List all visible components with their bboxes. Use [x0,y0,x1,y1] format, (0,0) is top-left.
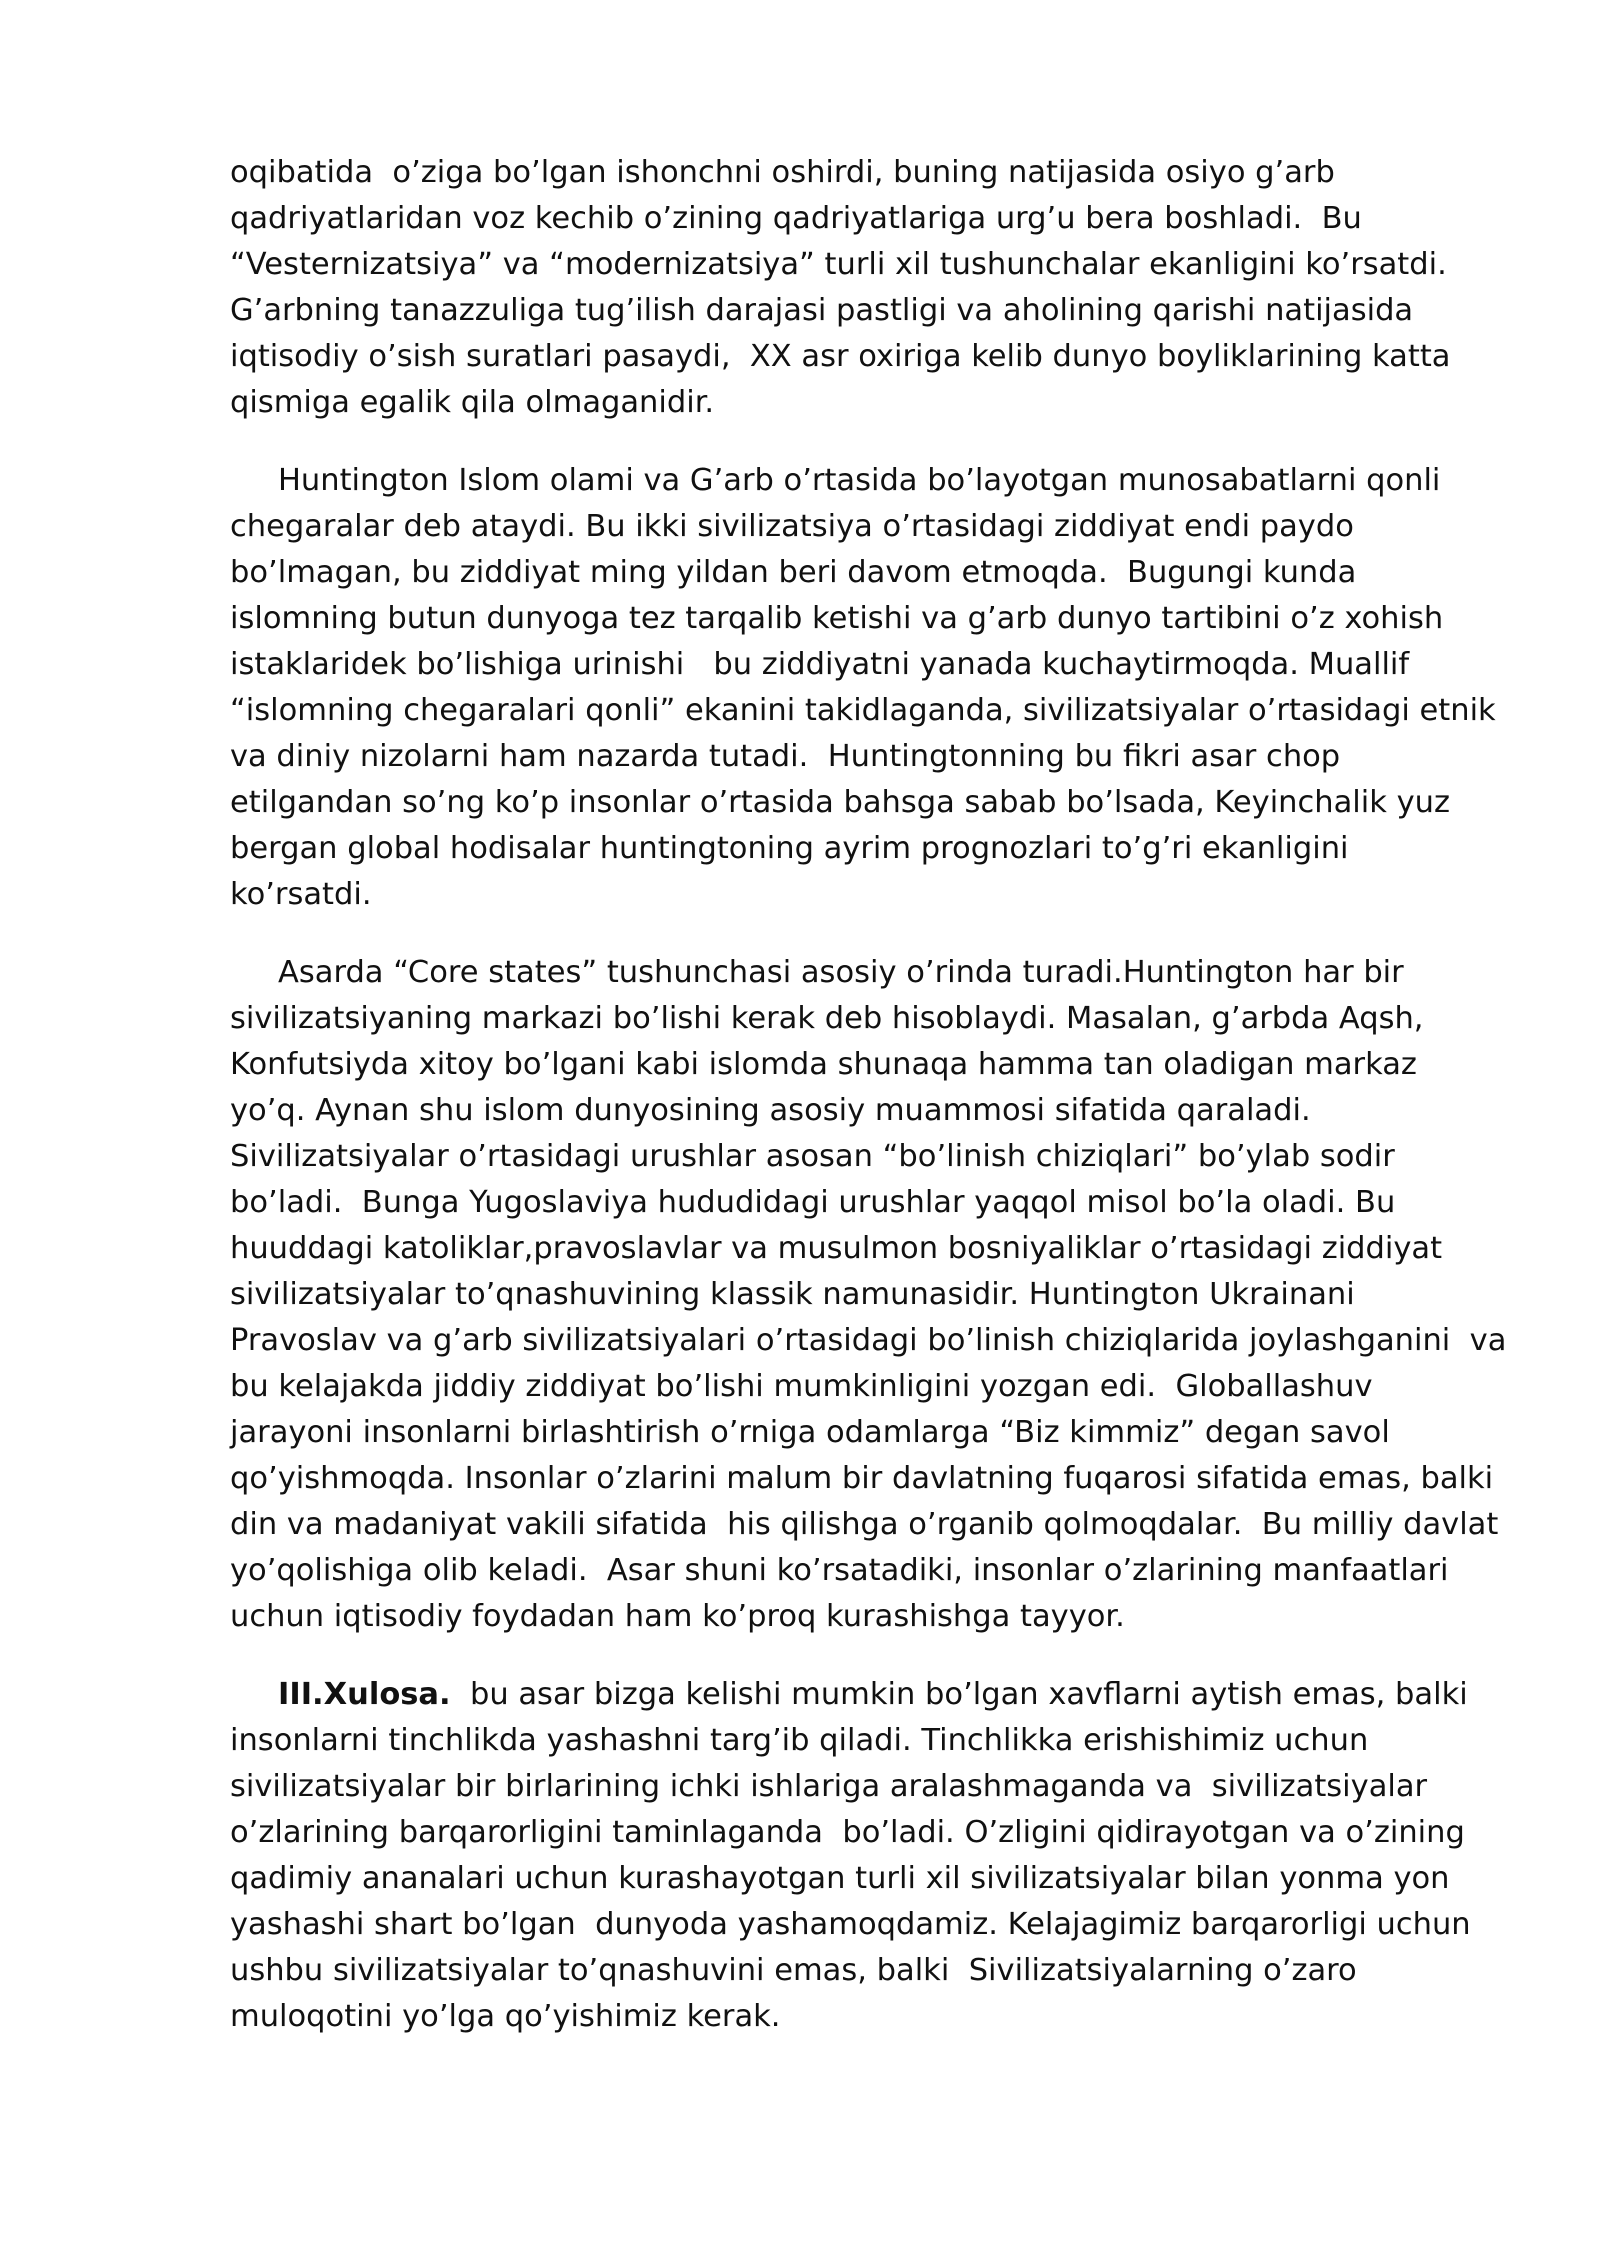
text-line: ushbu sivilizatsiyalar to’qnashuvini emas, balki Sivilizatsiyalarning o’zaro [230,1953,1357,1988]
text-line: chegaralar deb ataydi. Bu ikki sivilizatsiya o’rtasidagi ziddiyat endi paydo [230,509,1354,544]
text-line: ko’rsatdi. [230,877,372,912]
text-line-first [230,950,1500,996]
text-line: qadimiy ananalari uchun kurashayotgan turli xil sivilizatsiyalar bilan yonma yon [230,1861,1450,1896]
text-line: sivilizatsiyalar bir birlarining ichki ishlariga aralashmaganda va sivilizatsiyalar [230,1769,1428,1804]
text-line: islomning butun dunyoga tez tarqalib ketishi va g’arb dunyo tartibini o’z xohish [230,601,1444,636]
text-line: yashashi shart bo’lgan dunyoda yashamoqdamiz. Kelajagimiz barqarorligi uchun [230,1907,1471,1942]
text-line: yo’qolishiga olib keladi. Asar shuni ko’rsatadiki, insonlar o’zlarining manfaatlari [230,1553,1449,1588]
text-line: qismiga egalik qila olmaganidir. [230,385,715,420]
text-line: yo’q. Aynan shu islom dunyosining asosiy muammosi sifatida qaraladi. [230,1093,1311,1128]
text-line: Pravoslav va g’arb sivilizatsiyalari o’rtasidagi bo’linish chiziqlarida joylashganini va [230,1323,1507,1358]
text-line: Konfutsiyda xitoy bo’lgani kabi islomda shunaqa hamma tan oladigan markaz [230,1047,1417,1082]
text-line: “islomning chegaralari qonli” ekanini takidlaganda, sivilizatsiyalar o’rtasidagi etnik [230,693,1496,728]
text-line: huuddagi katoliklar,pravoslavlar va musulmon bosniyaliklar o’rtasidagi ziddiyat [230,1231,1443,1266]
text-line: istaklaridek bo’lishiga urinishi bu ziddiyatni yanada kuchaytirmoqda. Muallif [230,647,1410,682]
text-line: bu kelajakda jiddiy ziddiyat bo’lishi mumkinligini yozgan edi. Globallashuv [230,1369,1373,1404]
text-line: sivilizatsiyalar to’qnashuvining klassik namunasidir. Huntington Ukrainani [230,1277,1355,1312]
text-line: o’zlarining barqarorligini taminlaganda bo’ladi. O’zligini qidirayotgan va o’zining [230,1815,1465,1850]
text-line: qadriyatlaridan voz kechib o’zining qadriyatlariga urg’u bera boshladi. Bu [230,201,1362,236]
text-line-content: bu asar bizga kelishi mumkin bo’lgan xavflarni aytish emas, balki [450,1677,1468,1712]
text-line: bo’lmagan, bu ziddiyat ming yildan beri davom etmoqda. Bugungi kunda [230,555,1357,590]
paragraph-1 [230,150,1500,426]
document-body [230,150,1507,2072]
paragraph-2 [230,458,1500,918]
text-line: bergan global hodisalar huntingtoning ayrim prognozlari to’g’ri ekanligini [230,831,1349,866]
text-line: bo’ladi. Bunga Yugoslaviya hududidagi urushlar yaqqol misol bo’la oladi. Bu [230,1185,1396,1220]
text-line-first [230,458,1500,504]
text-line: etilgandan so’ng ko’p insonlar o’rtasida bahsga sabab bo’lsada, Keyinchalik yuz [230,785,1450,820]
text-line: muloqotini yo’lga qo’yishimiz kerak. [230,1999,781,2034]
paragraph-3 [230,950,1507,1640]
text-line: insonlarni tinchlikda yashashni targ’ib qiladi. Tinchlikka erishishimiz uchun [230,1723,1369,1758]
text-line: jarayoni insonlarni birlashtirish o’rniga odamlarga “Biz kimmiz” degan savol [230,1415,1390,1450]
text-line-first [230,1672,1500,1718]
text-line: G’arbning tanazzuliga tug’ilish darajasi pastligi va aholining qarishi natijasida [230,293,1414,328]
text-line: oqibatida o’ziga bo’lgan ishonchni oshirdi, buning natijasida osiyo g’arb [230,155,1335,190]
text-line-content: Huntington Islom olami va G’arb o’rtasida bo’layotgan munosabatlarni qonli [278,463,1441,498]
text-line: uchun iqtisodiy foydadan ham ko’proq kurashishga tayyor. [230,1599,1125,1634]
text-line: sivilizatsiyaning markazi bo’lishi kerak deb hisoblaydi. Masalan, g’arbda Aqsh, [230,1001,1424,1036]
text-line: iqtisodiy o’sish suratlari pasaydi, XX asr oxiriga kelib dunyo boyliklarining katta [230,339,1451,374]
text-line: Sivilizatsiyalar o’rtasidagi urushlar asosan “bo’linish chiziqlari” bo’ylab sodir [230,1139,1395,1174]
text-line-content: Asarda “Core states” tushunchasi asosiy o’rinda turadi.Huntington har bir [278,955,1404,990]
text-line: va diniy nizolarni ham nazarda tutadi. Huntingtonning bu fikri asar chop [230,739,1341,774]
text-line: qo’yishmoqda. Insonlar o’zlarini malum bir davlatning fuqarosi sifatida emas, balki [230,1461,1494,1496]
paragraph-conclusion [230,1672,1500,2040]
text-line: din va madaniyat vakili sifatida his qilishga o’rganib qolmoqdalar. Bu milliy davlat [230,1507,1499,1542]
text-line: “Vesternizatsiya” va “modernizatsiya” turli xil tushunchalar ekanligini ko’rsatdi. [230,247,1447,282]
conclusion-heading: III.Xulosa. [278,1677,451,1712]
